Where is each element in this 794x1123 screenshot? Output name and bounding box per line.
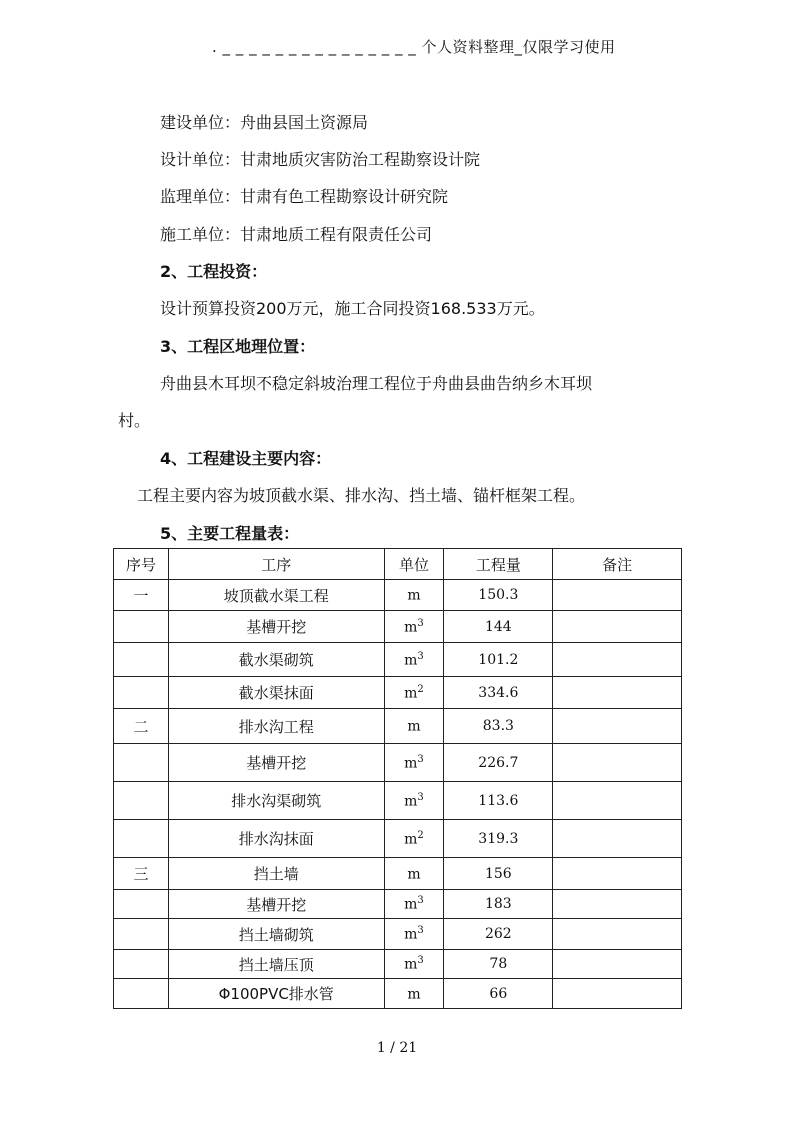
row-item: 排水沟抹面: [168, 820, 384, 858]
row-unit: [384, 979, 444, 1009]
row-no: [114, 890, 169, 919]
table-row: [114, 919, 682, 950]
table-row: [114, 890, 682, 919]
row-unit: [384, 580, 444, 611]
row-note: [553, 890, 682, 919]
content-heading: 4、工程建设主要内容：: [160, 449, 332, 468]
row-qty: 183: [444, 890, 553, 919]
row-qty: 334.6: [444, 677, 553, 709]
row-no: [114, 744, 169, 782]
row-no: [114, 677, 169, 709]
construction-unit: 建设单位：舟曲县国土资源局: [160, 113, 369, 132]
supervision-unit: 监理单位：甘肃有色工程勘察设计研究院: [160, 187, 449, 206]
unit-exponent: 3: [417, 753, 424, 765]
location-text-line1: 舟曲县木耳坝不稳定斜坡治理工程位于舟曲县曲告纳乡木耳坝: [160, 374, 593, 393]
row-item: 基槽开挖: [168, 744, 384, 782]
row-qty: 156: [444, 858, 553, 890]
row-item: 排水沟渠砌筑: [168, 782, 384, 820]
row-note: [553, 643, 682, 677]
row-qty: 226.7: [444, 744, 553, 782]
row-note: [553, 858, 682, 890]
row-item: 排水沟工程: [168, 709, 384, 744]
row-note: [553, 744, 682, 782]
row-unit: [384, 919, 444, 950]
row-unit: [384, 858, 444, 890]
row-no: [114, 782, 169, 820]
header-item: 工序: [168, 549, 384, 580]
header-no: 序号: [114, 549, 169, 580]
row-no: 一: [114, 580, 169, 611]
row-no: [114, 820, 169, 858]
row-no: 二: [114, 709, 169, 744]
row-unit: [384, 709, 444, 744]
table-row: [114, 782, 682, 820]
unit-exponent: 3: [417, 955, 424, 967]
unit-base: m: [407, 718, 421, 735]
table-row: [114, 677, 682, 709]
table-row: [114, 643, 682, 677]
location-text-line2: 村。: [118, 411, 151, 430]
row-no: [114, 611, 169, 643]
row-qty: 101.2: [444, 643, 553, 677]
unit-base: m: [407, 587, 421, 604]
row-unit: [384, 890, 444, 919]
unit-exponent: 3: [417, 895, 424, 907]
page-header: . _ _ _ _ _ _ _ _ _ _ _ _ _ _ _ 个人资料整理_仅限学习使用: [212, 38, 616, 56]
row-note: [553, 782, 682, 820]
unit-exponent: 2: [417, 829, 424, 841]
row-item: 挡土墙砌筑: [168, 919, 384, 950]
row-note: [553, 919, 682, 950]
row-qty: 144: [444, 611, 553, 643]
row-unit: [384, 744, 444, 782]
header-note: 备注: [553, 549, 682, 580]
table-row: [114, 580, 682, 611]
row-unit: [384, 950, 444, 979]
row-qty: 150.3: [444, 580, 553, 611]
unit-base: m: [407, 866, 421, 883]
row-note: [553, 709, 682, 744]
row-no: [114, 643, 169, 677]
unit-base: m: [404, 619, 418, 636]
investment-heading: 2、工程投资：: [160, 262, 268, 281]
row-item: 截水渠抹面: [168, 677, 384, 709]
content-text: 工程主要内容为坡顶截水渠、排水沟、挡土墙、锚杆框架工程。: [137, 486, 586, 505]
row-qty: 78: [444, 950, 553, 979]
design-unit: 设计单位：甘肃地质灾害防治工程勘察设计院: [160, 150, 481, 169]
unit-exponent: 2: [417, 683, 424, 695]
row-qty: 113.6: [444, 782, 553, 820]
unit-exponent: 3: [417, 650, 424, 662]
row-item: 截水渠砌筑: [168, 643, 384, 677]
row-unit: [384, 820, 444, 858]
investment-text: 设计预算投资200万元，施工合同投资168.533万元。: [160, 299, 545, 318]
row-unit: [384, 782, 444, 820]
row-note: [553, 677, 682, 709]
row-item: 基槽开挖: [168, 890, 384, 919]
unit-base: m: [404, 755, 418, 772]
row-unit: [384, 611, 444, 643]
row-unit: [384, 643, 444, 677]
table-row: [114, 709, 682, 744]
unit-base: m: [404, 896, 418, 913]
row-qty: 319.3: [444, 820, 553, 858]
row-no: [114, 919, 169, 950]
unit-base: m: [404, 956, 418, 973]
row-qty: 83.3: [444, 709, 553, 744]
row-note: [553, 611, 682, 643]
location-heading: 3、工程区地理位置：: [160, 337, 316, 356]
row-qty: 262: [444, 919, 553, 950]
row-unit: [384, 677, 444, 709]
row-item: 挡土墙压顶: [168, 950, 384, 979]
header-unit: 单位: [384, 549, 444, 580]
table-row: [114, 979, 682, 1009]
row-item: 挡土墙: [168, 858, 384, 890]
page-number: 1 / 21: [376, 1040, 418, 1056]
table-row: [114, 858, 682, 890]
row-qty: 66: [444, 979, 553, 1009]
unit-exponent: 3: [417, 617, 424, 629]
quantity-table: [113, 548, 682, 1009]
table-row: [114, 611, 682, 643]
contractor-unit: 施工单位：甘肃地质工程有限责任公司: [160, 225, 433, 244]
unit-base: m: [407, 986, 421, 1003]
row-note: [553, 950, 682, 979]
row-item: Φ100PVC排水管: [168, 979, 384, 1009]
table-row: [114, 744, 682, 782]
header-qty: 工程量: [444, 549, 553, 580]
unit-base: m: [404, 685, 418, 702]
unit-base: m: [404, 926, 418, 943]
row-item: 坡顶截水渠工程: [168, 580, 384, 611]
table-row: [114, 950, 682, 979]
row-item: 基槽开挖: [168, 611, 384, 643]
table-heading: 5、主要工程量表：: [160, 524, 300, 543]
unit-exponent: 3: [417, 791, 424, 803]
row-no: 三: [114, 858, 169, 890]
unit-base: m: [404, 793, 418, 810]
row-note: [553, 820, 682, 858]
unit-base: m: [404, 652, 418, 669]
row-no: [114, 950, 169, 979]
unit-exponent: 3: [417, 925, 424, 937]
row-note: [553, 580, 682, 611]
unit-base: m: [404, 831, 418, 848]
row-note: [553, 979, 682, 1009]
row-no: [114, 979, 169, 1009]
table-row: [114, 820, 682, 858]
